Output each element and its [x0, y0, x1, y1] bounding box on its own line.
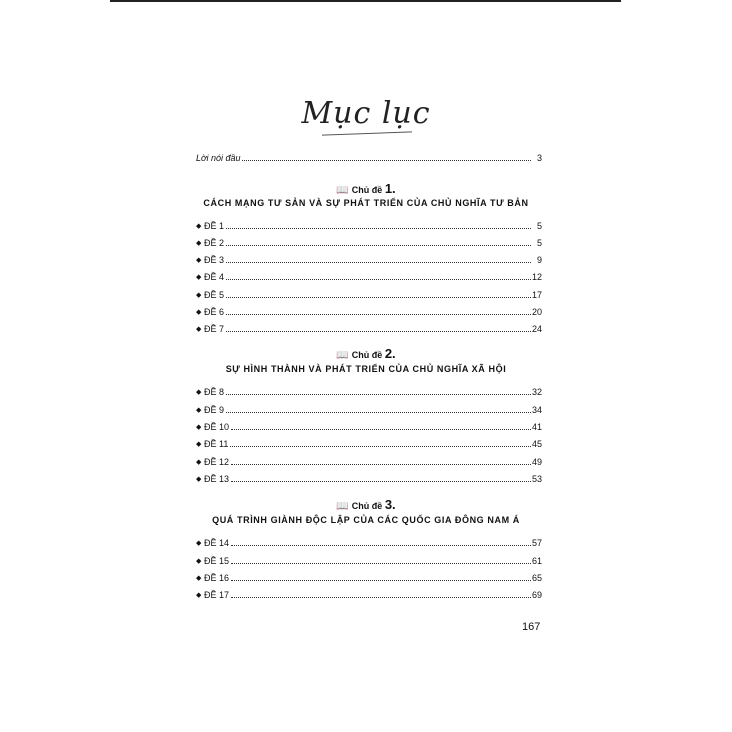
toc-row[interactable]	[196, 436, 542, 450]
topic-title-1: CÁCH MẠNG TƯ SẢN VÀ SỰ PHÁT TRIỂN CỦA CHỦ NGHĨA TƯ BẢN	[203, 198, 529, 208]
toc-row[interactable]	[196, 402, 542, 416]
toc-label: ĐỀ 5	[204, 290, 225, 300]
topic-number: 3.	[384, 497, 396, 512]
dot-leader	[231, 428, 531, 430]
toc-page-number: 9	[536, 255, 542, 265]
toc-row[interactable]	[196, 471, 542, 485]
toc-row[interactable]	[196, 269, 542, 283]
toc-label: ĐỀ 13	[204, 474, 230, 484]
page-number: 167	[522, 621, 541, 633]
topic-prefix: Chủ đề	[351, 501, 383, 511]
toc-label: ĐỀ 6	[204, 307, 225, 317]
toc-row[interactable]	[196, 553, 542, 567]
dot-leader	[226, 261, 531, 263]
diamond-bullet-icon: ◆	[196, 309, 202, 316]
dot-leader	[231, 463, 531, 465]
page-title: Mục lục	[301, 96, 431, 131]
toc-label: ĐỀ 17	[204, 590, 230, 600]
toc-label: ĐỀ 9	[204, 405, 225, 415]
toc-row[interactable]	[196, 235, 542, 249]
dot-leader	[231, 579, 531, 581]
toc-label: ĐỀ 8	[204, 387, 225, 397]
toc-label: ĐỀ 14	[204, 538, 230, 548]
diamond-bullet-icon: ◆	[196, 407, 202, 414]
toc-label: ĐỀ 1	[204, 221, 225, 231]
toc-page-number: 5	[536, 238, 542, 248]
toc-page-number: 65	[531, 573, 542, 583]
book-icon: 📖	[336, 185, 349, 196]
toc-row[interactable]	[196, 321, 542, 335]
toc-page-number: 61	[531, 556, 542, 566]
toc-page-number: 57	[531, 538, 542, 548]
dot-leader	[226, 313, 531, 315]
toc-label: ĐỀ 3	[204, 255, 225, 265]
diamond-bullet-icon: ◆	[196, 441, 202, 448]
toc-page-number: 53	[531, 474, 542, 484]
diamond-bullet-icon: ◆	[196, 223, 202, 230]
topic-number: 2.	[384, 346, 396, 361]
toc-page-number: 69	[531, 590, 542, 600]
toc-page-number: 34	[531, 405, 542, 415]
toc-page-number: 12	[531, 272, 542, 282]
toc-label: Lời nói đầu	[196, 153, 241, 163]
topic-heading-3	[0, 497, 732, 512]
diamond-bullet-icon: ◆	[196, 292, 202, 299]
diamond-bullet-icon: ◆	[196, 476, 202, 483]
topic-title-3: QUÁ TRÌNH GIÀNH ĐỘC LẬP CỦA CÁC QUỐC GIA ĐÔNG NAM Á	[212, 515, 520, 525]
title-flourish	[322, 131, 412, 135]
toc-row[interactable]	[196, 535, 542, 549]
book-icon: 📖	[336, 501, 349, 512]
page-top-edge	[110, 0, 621, 2]
toc-row[interactable]	[196, 304, 542, 318]
dot-leader	[231, 596, 531, 598]
toc-page-number: 24	[531, 324, 542, 334]
diamond-bullet-icon: ◆	[196, 459, 202, 466]
toc-label: ĐỀ 12	[204, 457, 230, 467]
toc-row[interactable]	[196, 384, 542, 398]
topic-heading-2	[0, 346, 732, 361]
dot-leader	[231, 544, 531, 546]
dot-leader	[231, 562, 531, 564]
toc-row[interactable]	[196, 252, 542, 266]
diamond-bullet-icon: ◆	[196, 424, 202, 431]
dot-leader	[230, 445, 531, 447]
toc-label: ĐỀ 10	[204, 422, 230, 432]
diamond-bullet-icon: ◆	[196, 274, 202, 281]
topic-title-2: SỰ HÌNH THÀNH VÀ PHÁT TRIỂN CỦA CHỦ NGHĨA XÃ HỘI	[225, 364, 507, 374]
toc-label: ĐỀ 2	[204, 238, 225, 248]
dot-leader	[242, 159, 531, 161]
toc-row[interactable]	[196, 287, 542, 301]
dot-leader	[226, 278, 531, 280]
dot-leader	[226, 296, 531, 298]
toc-page-number: 49	[531, 457, 542, 467]
toc-page-number: 17	[531, 290, 542, 300]
toc-label: ĐỀ 4	[204, 272, 225, 282]
dot-leader	[226, 411, 531, 413]
diamond-bullet-icon: ◆	[196, 389, 202, 396]
dot-leader	[226, 330, 531, 332]
diamond-bullet-icon: ◆	[196, 592, 202, 599]
dot-leader	[231, 480, 531, 482]
toc-page-number: 5	[536, 221, 542, 231]
dot-leader	[226, 227, 531, 229]
toc-label: ĐỀ 15	[204, 556, 230, 566]
toc-page-number: 3	[536, 153, 542, 163]
diamond-bullet-icon: ◆	[196, 575, 202, 582]
dot-leader	[226, 393, 531, 395]
toc-page-number: 32	[531, 387, 542, 397]
toc-label: ĐỀ 16	[204, 573, 230, 583]
diamond-bullet-icon: ◆	[196, 540, 202, 547]
toc-row[interactable]	[196, 570, 542, 584]
toc-row[interactable]	[196, 218, 542, 232]
toc-page-number: 45	[531, 439, 542, 449]
book-icon: 📖	[336, 350, 349, 361]
toc-row[interactable]	[196, 454, 542, 468]
toc-label: ĐỀ 11	[204, 439, 229, 449]
toc-row[interactable]	[196, 419, 542, 433]
diamond-bullet-icon: ◆	[196, 240, 202, 247]
topic-prefix: Chủ đề	[351, 350, 383, 360]
topic-heading-1	[0, 181, 732, 196]
toc-page-number: 20	[531, 307, 542, 317]
topic-prefix: Chủ đề	[351, 185, 383, 195]
topic-number: 1.	[384, 181, 396, 196]
toc-page-number: 41	[531, 422, 542, 432]
diamond-bullet-icon: ◆	[196, 558, 202, 565]
diamond-bullet-icon: ◆	[196, 257, 202, 264]
toc-row-preface[interactable]	[196, 150, 542, 164]
toc-label: ĐỀ 7	[204, 324, 225, 334]
diamond-bullet-icon: ◆	[196, 326, 202, 333]
toc-row[interactable]	[196, 587, 542, 601]
dot-leader	[226, 244, 531, 246]
